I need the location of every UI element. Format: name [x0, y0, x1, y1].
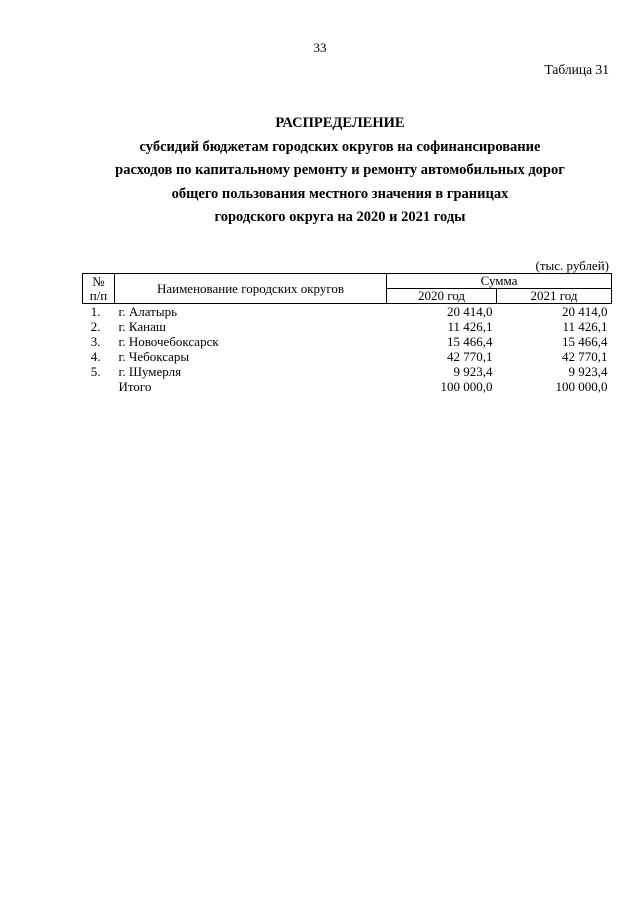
- row-number: 3.: [90, 334, 101, 349]
- table-row: [83, 304, 612, 320]
- title-line-1: РАСПРЕДЕЛЕНИЕ: [275, 115, 405, 131]
- row-district-name: г. Алатырь: [118, 304, 178, 319]
- title-line-4: общего пользования местного значения в границах: [171, 185, 509, 202]
- table-row: [83, 319, 612, 334]
- table-body: [83, 304, 612, 395]
- row-value-2021: 42 770,1: [562, 349, 608, 364]
- document-title: [60, 112, 620, 230]
- total-value-2020: 100 000,0: [440, 379, 493, 394]
- title-line-3: расходов по капитальному ремонту и ремонту автомобильных дорог: [115, 162, 565, 178]
- row-district-name: г. Чебоксары: [118, 349, 190, 364]
- row-number: 1.: [90, 304, 101, 319]
- table-row: [83, 349, 612, 364]
- row-district-name: г. Новочебоксарск: [118, 334, 219, 349]
- row-value-2021: 15 466,4: [562, 334, 608, 349]
- unit-label: (тыс. рублей): [535, 258, 609, 273]
- total-label: Итого: [118, 379, 152, 394]
- table-row: [83, 364, 612, 379]
- title-line-5: городского округа на 2020 и 2021 годы: [214, 209, 466, 225]
- row-value-2020: 11 426,1: [447, 319, 493, 334]
- total-row: [83, 379, 612, 394]
- row-district-name: г. Шумерля: [118, 364, 182, 379]
- header-number: [83, 274, 115, 304]
- table-label: Таблица 31: [544, 62, 609, 77]
- header-name: Наименование городских округов: [115, 274, 387, 304]
- table-row: [83, 334, 612, 349]
- row-value-2020: 15 466,4: [447, 334, 493, 349]
- header-year-2021: 2021 год: [497, 289, 612, 304]
- total-value-2021: 100 000,0: [555, 379, 608, 394]
- row-number: 5.: [90, 364, 101, 379]
- row-value-2021: 11 426,1: [562, 319, 608, 334]
- total-number-empty: [83, 379, 115, 394]
- header-year-2020: 2020 год: [387, 289, 497, 304]
- row-value-2021: 9 923,4: [568, 364, 608, 379]
- row-value-2020: 42 770,1: [447, 349, 493, 364]
- row-district-name: г. Канаш: [118, 319, 166, 334]
- row-value-2021: 20 414,0: [562, 304, 608, 319]
- header-number-line1: №: [92, 273, 105, 289]
- row-number: 2.: [90, 319, 101, 334]
- row-value-2020: 20 414,0: [447, 304, 493, 319]
- row-value-2020: 9 923,4: [453, 364, 493, 379]
- page-number: 33: [313, 40, 327, 55]
- header-sum: Сумма: [387, 274, 612, 289]
- title-line-2: субсидий бюджетам городских округов на софинансирование: [139, 138, 541, 155]
- distribution-table: [82, 273, 612, 394]
- row-number: 4.: [90, 349, 101, 364]
- header-number-line2: п/п: [89, 287, 108, 303]
